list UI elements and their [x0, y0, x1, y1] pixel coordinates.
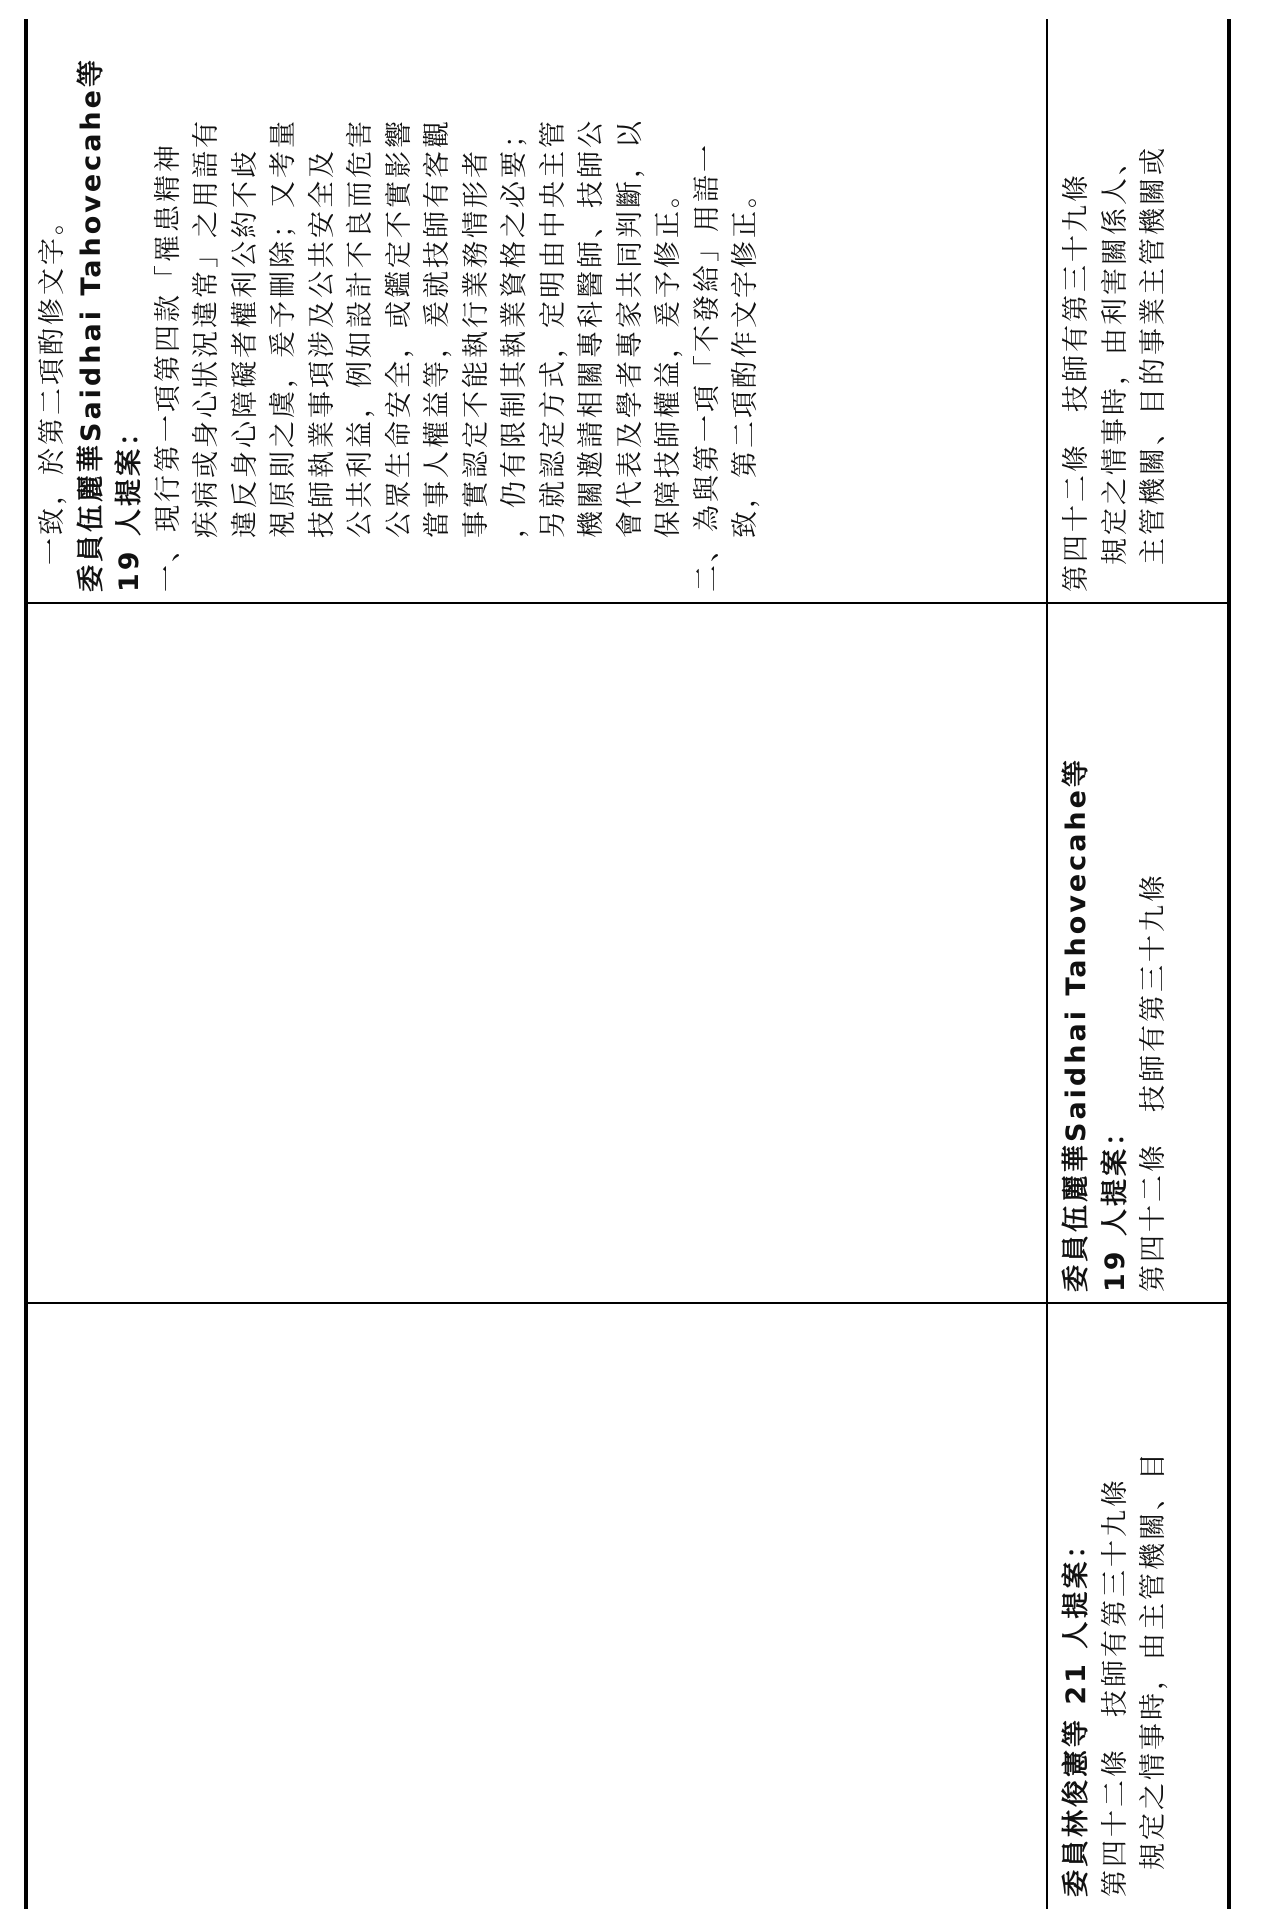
explanation-item1-line: 視原則之虞，爰予刪除；又考量 [268, 118, 299, 538]
row-divider [1046, 19, 1048, 1909]
wu-proposal-top-cell [24, 604, 1046, 1304]
article-line: 規定之情事時，由利害關係人、 [1099, 145, 1131, 565]
explanation-item2-line: 二、為與第一項「不發給」用語一 [691, 142, 723, 592]
proposal-title-continued: 19 人提案： [1099, 1116, 1131, 1292]
article-line: 主管機關、目的事業主管機關或 [1138, 145, 1169, 565]
explanation-carry-line: 一致，於第二項酌修文字。 [37, 205, 68, 565]
explanation-item1-line: 公眾生命安全，或鑑定不實影響 [383, 118, 415, 538]
explanation-item1-line: 會代表及學者專家共同判斷，以 [614, 118, 646, 538]
explanation-item1-line: 機關邀請相關專科醫師、技師公 [576, 118, 607, 538]
explanation-item1-line: 另就認定方式，定明由中央主管 [537, 118, 569, 538]
article-line: 規定之情事時，由主管機關、目 [1138, 1450, 1169, 1870]
lin-proposal-cell [1050, 1304, 1231, 1909]
current-law-cell [1050, 19, 1231, 604]
explanation-item1-line: 公共利益，例如設計不良而危害 [345, 118, 376, 538]
article-line: 第四十二條 技師有第三十九條 [1099, 1477, 1131, 1897]
explanation-item1-line: 一、現行第一項第四款「罹患精神 [152, 142, 184, 592]
article-line: 第四十二條 技師有第三十九條 [1061, 172, 1092, 592]
explanation-title-continued: 19 人提案： [114, 416, 145, 592]
explanation-item1-line: 保障技師權益，爰予修正。 [653, 178, 684, 538]
lin-proposal-top-cell [24, 1304, 1046, 1909]
explanation-item1-line: 當事人權益等，爰就技師有客觀 [422, 118, 453, 538]
explanation-item1-line: 技師執業事項涉及公共安全及 [306, 148, 338, 538]
explanation-cell [24, 19, 1046, 604]
explanation-item1-line: 疾病或身心狀況違常」之用語有 [191, 118, 222, 538]
explanation-title: 委員伍麗華Saidhai Tahovecahe等 [75, 57, 107, 592]
explanation-item1-line: 違反身心障礙者權利公約不歧 [229, 148, 261, 538]
proposal-title: 委員林俊憲等 21 人提案： [1061, 1528, 1092, 1897]
explanation-item1-line: ，仍有限制其執業資格之必要； [499, 118, 530, 538]
explanation-item1-line: 事實認定不能執行業務情形者 [460, 148, 492, 538]
wu-proposal-cell [1050, 604, 1231, 1304]
explanation-item2-line: 致，第二項酌作文字修正。 [730, 178, 761, 538]
article-line: 第四十二條 技師有第三十九條 [1138, 872, 1169, 1292]
proposal-title: 委員伍麗華Saidhai Tahovecahe等 [1061, 757, 1092, 1292]
